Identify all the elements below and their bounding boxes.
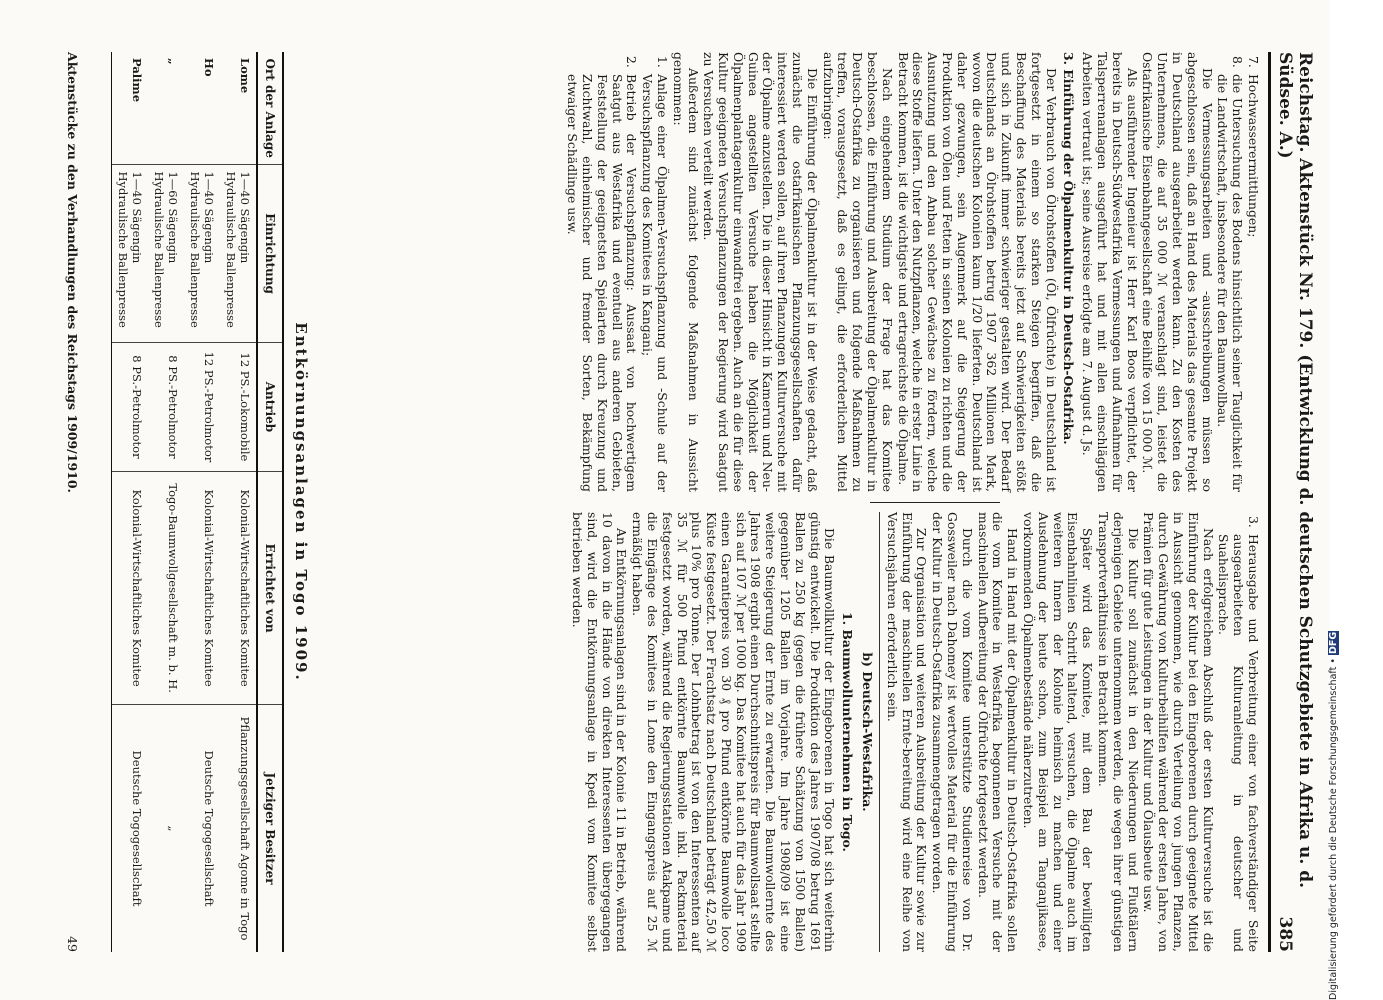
column-header: Jetziger Besitzer: [257, 705, 283, 952]
list-item: [564, 52, 638, 492]
list-item: [639, 52, 669, 492]
section-heading: b) Deutsch-Westafrika.: [860, 652, 876, 812]
list-number: 7.: [1246, 56, 1261, 68]
table-cell: Togo-Baumwollgesellschaft m. b. H.: [148, 472, 184, 705]
list-text: Anlage einer Ölpalmen-Versuchspflanzung und -Schule auf der Versuchspflanzung des Komitees in Kangani;: [640, 74, 670, 492]
table-cell: Lome: [238, 58, 252, 94]
footer-source: Aktenstücke zu den Verhandlungen des Reichstags 1909/1910.: [65, 52, 80, 493]
table-cell: „: [148, 705, 184, 952]
dfg-logo: DFG: [1328, 631, 1339, 655]
table-cell: 1—40 Sägengin Hydraulische Ballenpresse: [220, 165, 257, 342]
gin-table: [111, 52, 284, 952]
table-row: [112, 52, 149, 952]
list-text: Betrieb der Versuchspflanzung: Aussaat von hochwertigem Saatgut aus Westafrika und eventuell aus anderen Gebieten, Feststellung der geeignetsten Spielarten durch Kreuzung und Zuchtwahl, einheimischer und fremder Sorten, Bekämpfung etwaiger Schädlinge usw.: [565, 74, 640, 492]
paragraph: Zur Organisation und weiteren Ausbreitung der Kultur sowie zur Einführung der maschinellen Ernte-bereitung wird eine Reihe von Versuchsjahren erforderlich sein.: [884, 512, 930, 952]
paragraph: Nach eingehendem Studium der Frage hat das Komitee beschlossen, die Einführung und Ausbreitung der Ölpalmenkultur in Deutsch-Ostafrika zu organisieren und folgende Maßnahmen zu treffen, vorausgesetzt, daß es gelingt, die erforderlichen Mittel aufzubringen:: [820, 52, 895, 492]
left-column: [563, 52, 1260, 492]
paragraph: Als ausführender Ingenieur ist Herr Karl Boos verpflichtet, der bereits in Deutsch-Südwestafrika Vermessungen und Aufnahmen für Talsperrenanlagen ausgeführt hat und mit allen einschlägigen Arbeiten vertraut ist; seine Ausreise erfolgte am 7. August d. Js.: [1080, 52, 1140, 492]
paragraph: Die Baumwollkultur der Eingeborenen in Togo hat sich weiterhin günstig entwickelt. Die Produktion des Jahres 1907/08 betrug 1691 Ballen zu 250 kg (gegen die frühere Schätzung von 1500 Ballen) gegenüber 1205 Ballen im Vorjahre. Im Jahre 1908/09 ist eine weitere Steigerung der Ernte zu erwarten. Die Baumwollernte des Jahres 1908 ergibt einen Durchschnittspreis für Baumwollsaat stellte sich auf 107 ℳ per 1000 kg. Das Komitee hat auch für das Jahr 1909 einen Garantiepreis von 30 ₰ pro Pfund entkörnte Baumwolle loco Küste festgesetzt. Der Frachtsatz nach Deutschland beträgt 42,50 ℳ plus 10% pro Tonne. Der Lohnbetrag ist von den Interessenten auf 35 ℳ für 500 Pfund entkörnte Baumwolle inkl. Packmaterial festgesetzt worden, während die Regierungsstationen Atakpame und die Eingänge des Komitees in Lome den Eingangspreis auf 25 ℳ ermäßigt haben.: [630, 512, 838, 952]
section-divider: [879, 512, 880, 952]
list-number: 8.: [1230, 56, 1246, 68]
funding-text: Digitalisierung gefördert durch die Deutsche Forschungsgemeinschaft: [1328, 666, 1339, 1000]
right-column: [568, 512, 1260, 952]
table-cell: Kolonial-Wirtschaftliches Komitee: [184, 472, 220, 705]
table-row: [148, 52, 184, 952]
section-heading: 3. Einführung der Ölpalmenkultur in Deutsch-Ostafrika.: [1061, 52, 1077, 445]
column-header: Errichtet von: [257, 472, 283, 705]
subsection-heading: 1. Baumwollunternehmen in Togo.: [840, 612, 856, 852]
table-cell: Deutsche Togogesellschaft: [184, 705, 220, 952]
paragraph-group: [569, 512, 836, 952]
table-cell: 1—60 Sägengin Hydraulische Ballenpresse: [148, 165, 184, 342]
list-item: [1216, 512, 1260, 952]
table-row: [184, 52, 220, 952]
column-header: Einrichtung: [257, 165, 283, 342]
table-cell: Ho: [202, 58, 216, 77]
table-cell: 12 PS.-Lokomobile: [220, 342, 257, 471]
column-divider: [870, 502, 1000, 503]
paragraph: Der Verbrauch von Ölrohstoffen (Öl, Ölfrüchte) in Deutschland ist fortgesetzt in einem so starken Steigen begriffen, daß die Beschaffung des Materials bereits jetzt auf Schwierigkeiten stößt und sich in Zukunft immer schwieriger gestalten wird. Der Bedarf Deutschlands an Ölrohstoffen betrug 1907 362 Millionen Mark, wovon die deutschen Kolonien kaum 1/20 lieferten. Deutschland ist daher gezwungen, sein Augenmerk auf die Steigerung der Produktion von Ölen und Fetten in seinen Kolonien zu richten und die Ausnutzung und den Anbau solcher Gewächse zu fördern, welche diese Stoffe liefern. Unter den Nutzpflanzen, welche in erster Linie in Betracht kommen, ist die wichtigste und ertragreichste die Ölpalme.: [895, 52, 1059, 492]
paragraph: Nach erfolgreichem Abschluß der ersten Kulturversuche ist die Einführung der Kultur bei den Eingeborenen durch geeignete Mittel in Aussicht genommen, wie durch Verteilung von jungen Pflanzen, durch Gewährung von Kulturbeihilfen während der ersten Jahre, von Prämien für gute Leistungen in der Kultur und Ölausbeute usw.: [1141, 512, 1216, 952]
table-cell: Kolonial-Wirtschaftliches Komitee: [112, 472, 149, 705]
numbered-list: [1216, 512, 1260, 952]
paragraph-group: [670, 52, 1058, 492]
numbered-list: [564, 52, 669, 492]
column-header: Antrieb: [257, 342, 283, 471]
column-header: Ort der Anlage: [257, 52, 283, 165]
numbered-list: [1215, 52, 1260, 492]
funding-note: Digitalisierung gefördert durch die Deutsche Forschungsgemeinschaft • DFG: [1328, 631, 1339, 1000]
page-footer: [65, 52, 80, 952]
paragraph: Die Einführung der Ölpalmenkultur ist in der Weise gedacht, daß zunächst die ostafrikanischen Pflanzungsgesellschaften dafür interessiert werden sollen, auf ihren Pflanzungen Kulturversuche mit der Ölpalme anzustellen. Die in dieser Hinsicht in Kamerun und Neu-Guinea angestellten Versuche haben die Möglichkeit der Ölpalmenplantagenkultur einwandfrei ergeben. Auch an die für diese Kultur geeigneten Versuchspflanzungen der Regierung wird Saatgut zu Versuchen verteilt werden.: [701, 52, 820, 492]
list-text: die Untersuchung des Bodens hinsichtlich seiner Tauglichkeit für die Landwirtschaft, insbesondere für den Baumwollbau.: [1215, 74, 1246, 492]
paragraph: An Entkörnungsanlagen sind in der Kolonie 11 in Betrieb, während 10 davon in die Hände von direkten Interessenten übergegangen sind, wird die Entkörnungsanlage in Kpedi vom Komitee selbst betrieben werden.: [569, 512, 630, 952]
table-cell: 1—40 Sägengin Hydraulische Ballenpresse: [112, 165, 149, 342]
running-title: Reichstag. Aktenstück Nr. 179. (Entwicklung d. deutschen Schutzgebiete in Afrika u. d. Südsee. A.): [1275, 52, 1315, 889]
paragraph: Die Vermessungsarbeiten und -ausschreibungen müssen so abgeschlossen sein, daß an Hand des Materials das gesamte Projekt in Deutschland ausgearbeitet werden kann. Zu den Kosten des Unternehmens, die auf 35 000 ℳ veranschlagt sind, leistet die Ostafrikanische Eisenbahngesellschaft eine Beihilfe von 15 000 ℳ.: [1140, 52, 1215, 492]
table-cell: 1—40 Sägengin Hydraulische Ballenpresse: [184, 165, 220, 342]
list-number: 3.: [1246, 516, 1261, 528]
table-cell: Pflanzungsgesellschaft Agome in Togo: [220, 705, 257, 952]
table-cell: 12 PS.-Petrolmotor: [184, 342, 220, 471]
table-cell: Kolonial-Wirtschaftliches Komitee: [220, 472, 257, 705]
paragraph: Hand in Hand mit der Ölpalmenkultur in Deutsch-Ostafrika sollen die vom Komitee in Westafrika begonnenen Versuche mit der maschinellen Aufbereitung der Ölfrüchte fortgesetzt werden.: [975, 512, 1021, 952]
table-cell: „: [166, 58, 180, 65]
list-number: 2.: [624, 56, 640, 68]
list-number: 1.: [654, 56, 670, 68]
list-item: [1215, 52, 1245, 492]
list-text: Herausgabe und Verbreitung einer von fachverständiger Seite ausgearbeiteten Kulturanleitung in deutscher und Suahelisprache.: [1216, 534, 1261, 952]
paragraph: Außerdem sind zunächst folgende Maßnahmen in Aussicht genommen:: [670, 52, 701, 492]
table-header-row: [257, 52, 283, 952]
table-row: [220, 52, 257, 952]
footer-page-number: 49: [65, 936, 80, 952]
paragraph-group: [1079, 52, 1213, 492]
table-cell: 8 PS.-Petrolmotor: [112, 342, 149, 471]
table-title: Entkörnungsanlagen in Togo 1909.: [292, 322, 310, 682]
paragraph: Später wird das Komitee, mit dem Bau der bewilligten Eisenbahnlinien Schritt haltend, versuchen, die Ölpalme auch im weiteren Innern der Kolonie heimisch zu machen und einer Ausdehnung der heute schon, zum Beispiel am Tanganjikasee, vorkommenden Ölpalmenbestände näherzutreten.: [1021, 512, 1096, 952]
table-body: [112, 52, 258, 952]
list-item: [1245, 52, 1260, 492]
table-cell: Deutsche Togogesellschaft: [112, 705, 149, 952]
page-header: [1268, 52, 1315, 952]
page-number: 385: [1275, 916, 1295, 952]
paragraph-group: [884, 512, 1215, 952]
paragraph: Durch die vom Komitee unterstützte Studienreise von Dr. Gossweiler nach Dahomey ist wertvolles Material für die Einführung der Kultur in Deutsch-Ostafrika zusammengetragen worden.: [930, 512, 975, 952]
list-text: Hochwasserermittlungen;: [1246, 74, 1261, 238]
paragraph: Die Kultur soll zunächst in den Niederungen und Flußtälern derjenigen Gebiete unternommen werden, die wegen ihrer günstigen Transportverhältnisse in Betracht kommen.: [1096, 512, 1141, 952]
table-cell: 8 PS.-Petrolmotor: [148, 342, 184, 471]
table-cell: Palime: [112, 52, 149, 165]
